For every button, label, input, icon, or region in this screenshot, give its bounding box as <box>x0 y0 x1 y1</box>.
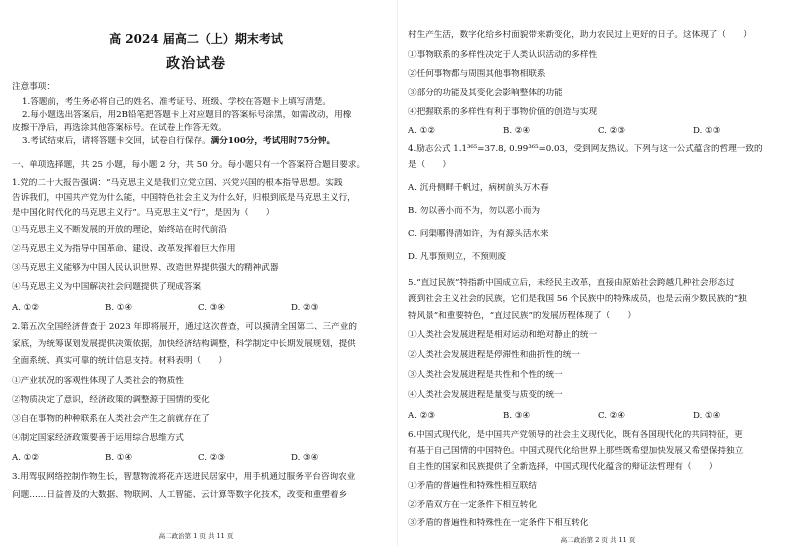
q4-stem-a: 4.励志公式 1.1³⁶⁵=37.8, 0.99³⁶⁵=0.03，受到网友热议。下列与这一公式蕴含的哲理一致的 <box>408 144 763 154</box>
q5-option-4: ④人类社会发展进程是量变与质变的统一 <box>408 390 563 400</box>
page-1-footer: 高二政治第 1 页 共 11 页 <box>158 531 234 540</box>
q1-option-1: ①马克思主义不断发展的开放的理论，始终站在时代前沿 <box>12 225 227 235</box>
q1-choice-a: A. ①② <box>12 303 40 313</box>
q4-option-c: C. 问渠哪得清如许，为有源头活水来 <box>408 229 549 239</box>
q1-stem-b: 告诉我们，中国共产党为什么能，中国特色社会主义为什么好，归根到底是马克思主义行， <box>12 193 356 203</box>
q5-choice-c: C. ②④ <box>598 411 626 421</box>
q2-option-4: ④制定国家经济政策要善于运用综合思维方式 <box>12 433 184 443</box>
q5-option-2: ②人类社会发展进程是停滞性和曲折性的统一 <box>408 350 580 360</box>
exam-title: 高 2024 届高二（上）期末考试 <box>109 32 283 46</box>
q2-option-2: ②物质决定了意识，经济政策的调整源于国情的变化 <box>12 395 210 405</box>
q3-option-1: ①事物联系的多样性决定于人类认识活动的多样性 <box>408 50 598 60</box>
q5-choice-b: B. ③④ <box>503 411 531 421</box>
q3-choice-a: A. ①② <box>408 126 436 136</box>
q6-stem-b: 有基于自己国情的中国特色。中国式现代化给世界上那些既希望加快发展又希望保持独立 <box>408 446 744 456</box>
q2-option-1: ①产业状况的客观性体现了人类社会的物质性 <box>12 376 184 386</box>
page-2 <box>402 0 794 546</box>
q3-choices <box>408 126 788 137</box>
section-heading: 一、单项选择题，共 25 小题，每小题 2 分，共 50 分。每小题只有一个答案符合题目要求。 <box>12 160 366 170</box>
q3-stem-a: 3.用驾驭网络控制作物生长，智慧物流将花卉送进民居家中，用手机通过服务平台咨询农业 <box>12 472 356 482</box>
notice-2b: 皮擦干净后，再选涂其他答案标号。在试卷上作答无效。 <box>12 123 227 133</box>
q3-choice-d: D. ①③ <box>693 126 721 136</box>
q3-option-2: ②任何事物都与周围其他事物相联系 <box>408 69 546 79</box>
q5-stem-b: 渡到社会主义社会的民族，它们是我国 56 个民族中的特殊成员，也是云南少数民族的“独 <box>408 294 747 304</box>
q2-stem-b: 家底，为统筹谋划发展提供决策依据，加快经济结构调整，科学制定中长期发展规划，提供 <box>12 339 356 349</box>
q5-stem-c: 特风景”和重要特色，“直过民族”的发展历程体现了（ ） <box>408 311 637 321</box>
notice-2a: 2.每小题选出答案后，用2B铅笔把答题卡上对应题目的答案标号涂黑，如需改动，用橡 <box>22 110 352 120</box>
q2-choice-b: B. ①④ <box>105 453 133 463</box>
q2-stem-a: 2.第五次全国经济普查于 2023 年即将展开，通过这次普查，可以摸清全国第二、三产业的 <box>12 322 357 332</box>
q6-option-3: ③矛盾的普遍性和特殊性在一定条件下相互转化 <box>408 518 589 528</box>
q3-choice-c: C. ②③ <box>598 126 626 136</box>
q5-choice-a: A. ②③ <box>408 411 436 421</box>
page-1 <box>0 0 392 546</box>
subject-title: 政治试卷 <box>166 56 226 72</box>
q4-option-d: D. 凡事预则立，不预则废 <box>408 252 506 262</box>
q5-choice-d: D. ①④ <box>693 411 721 421</box>
notice-label: 注意事项： <box>12 82 55 92</box>
q1-option-4: ④马克思主义为中国解决社会问题提供了现成答案 <box>12 282 202 292</box>
notice-3a: 3.考试结束后，请将答题卡交回，试卷自行保存。 <box>22 136 211 146</box>
q3-choice-b: B. ②④ <box>503 126 531 136</box>
notice-3b: 满分100分，考试用时75分钟。 <box>210 136 336 146</box>
q6-option-1: ①矛盾的普遍性和特殊性相互联结 <box>408 481 537 491</box>
q5-choices <box>408 411 788 422</box>
q6-stem-c: 自主性的国家和民族提供了全新选择，中国式现代化蕴含的辩证法哲理有（ ） <box>408 462 718 472</box>
q1-stem-a: 1.党的二十大报告强调：“马克思主义是我们立党立国、兴党兴国的根本指导思想。实践 <box>12 178 343 188</box>
q1-option-3: ③马克思主义能够为中国人民认识世界、改造世界提供强大的精神武器 <box>12 263 279 273</box>
q3-stem-c: 村生产生活，数字化给乡村面貌带来新变化，助力农民过上更好的日子。这体现了（ ） <box>408 30 752 40</box>
q6-stem-a: 6.中国式现代化，是中国共产党领导的社会主义现代化，既有各国现代化的共同特征，更 <box>408 430 743 440</box>
q2-stem-c: 全面系统、真实可靠的统计信息支持。材料表明（ ） <box>12 356 227 366</box>
q1-choices <box>12 303 384 314</box>
q5-option-3: ③人类社会发展进程是共性和个性的统一 <box>408 370 563 380</box>
notice-3 <box>22 136 384 147</box>
q6-option-2: ②矛盾双方在一定条件下相互转化 <box>408 500 537 510</box>
q4-option-a: A. 沉舟侧畔千帆过，病树前头万木春 <box>408 183 549 193</box>
q3-option-4: ④把握联系的多样性有利于事物价值的创造与实现 <box>408 107 598 117</box>
q2-choice-d: D. ③④ <box>291 453 319 463</box>
q2-choices <box>12 453 384 464</box>
q2-choice-c: C. ②③ <box>198 453 226 463</box>
q3-option-3: ③部分的功能及其变化会影响整体的功能 <box>408 88 563 98</box>
q5-option-1: ①人类社会发展进程是相对运动和绝对静止的统一 <box>408 330 598 340</box>
q1-choice-d: D. ②③ <box>291 303 319 313</box>
q4-option-b: B. 勿以善小而不为，勿以恶小而为 <box>408 206 541 216</box>
page-2-footer: 高二政治第 2 页 共 11 页 <box>560 535 636 544</box>
q4-stem-b: 是（ ） <box>408 160 451 170</box>
column-divider <box>397 0 398 546</box>
q1-choice-c: C. ③④ <box>198 303 226 313</box>
q5-stem-a: 5.“直过民族”特指新中国成立后，未经民主改革，直接由原始社会跨越几种社会形态过 <box>408 278 735 288</box>
q2-choice-a: A. ①② <box>12 453 40 463</box>
q1-stem-c: 是中国化时代化的马克思主义行”。马克思主义“行”，是因为（ ） <box>12 208 275 218</box>
q1-choice-b: B. ①④ <box>105 303 133 313</box>
notice-1: 1.答题前，考生务必将自己的姓名、准考证号、班级、学校在答题卡上填写清楚。 <box>22 97 331 107</box>
q3-stem-b: 问题……日益普及的大数据、物联网、人工智能、云计算等数字化技术，改变和重塑着乡 <box>12 490 348 500</box>
q2-option-3: ③自在事物的种种联系在人类社会产生之前就存在了 <box>12 414 210 424</box>
q1-option-2: ②马克思主义为指导中国革命、建设、改革发挥着巨大作用 <box>12 244 236 254</box>
